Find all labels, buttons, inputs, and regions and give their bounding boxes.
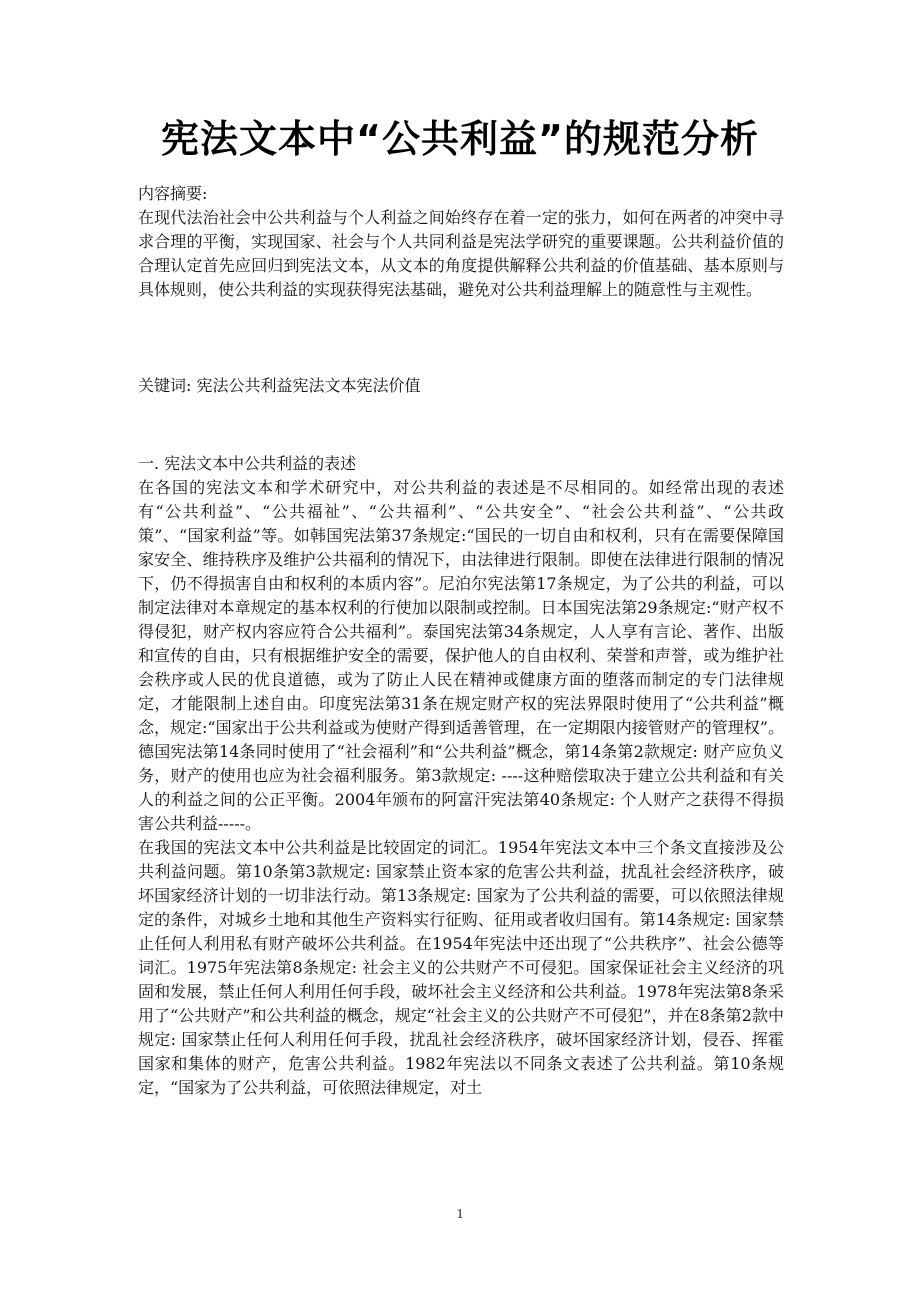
abstract-text [138,206,784,302]
abstract-paragraph: 在现代法治社会中公共利益与个人利益之间始终存在着一定的张力，如何在两者的冲突中寻求合理的平衡，实现国家、社会与个人共同利益是宪法学研究的重要课题。公共利益价值的合理认定首先应回归到宪法文本，从文本的角度提供解释公共利益的价值基础、基本原则与具体规则，使公共利益的实现获得宪法基础，避免对公共利益理解上的随意性与主观性。 [138,208,784,299]
keywords [138,374,784,398]
section-one [138,452,784,1100]
body-paragraph: 在各国的宪法文本和学术研究中，对公共利益的表述是不尽相同的。如经常出现的表述有“公共利益”、“公共福祉”、“公共福利”、“公共安全”、“社会公共利益”、“公共政策”、“国家利益”等。如韩国宪法第37条规定:“国民的一切自由和权利，只有在需要保障国家安全、维持秩序及维护公共福利的情况下，由法律进行限制。即使在法律进行限制的情况下，仍不得损害自由和权利的本质内容”。尼泊尔宪法第17条规定，为了公共的利益，可以制定法律对本章规定的基本权利的行使加以限制或控制。日本国宪法第29条规定:“财产权不得侵犯，财产权内容应符合公共福利”。泰国宪法第34条规定，人人享有言论、著作、出版和宣传的自由，只有根据维护安全的需要，保护他人的自由权利、荣誉和声誉，或为维护社会秩序或人民的优良道德，或为了防止人民在精神或健康方面的堕落而制定的专门法律规定，才能限制上述自由。印度宪法第31条在规定财产权的宪法界限时使用了“公共利益”概念，规定:“国家出于公共利益或为使财产得到适善管理，在一定期限内接管财产的管理权”。德国宪法第14条同时使用了“社会福利”和“公共利益”概念，第14条第2款规定: 财产应负义务，财产的使用也应为社会福利服务。第3款规定: ----这种赔偿取决于建立公共利益和有关人的利益之间的公正平衡。2004年颁布的阿富汗宪法第40条规定: 个人财产之获得不得损害公共利益-----。 [138,478,784,833]
keywords-text: 关键词: 宪法公共利益宪法文本宪法价值 [138,376,421,395]
page-number: 1 [456,1207,464,1222]
body-paragraph: 在我国的宪法文本中公共利益是比较固定的词汇。1954年宪法文本中三个条文直接涉及公共利益问题。第10条第3款规定: 国家禁止资本家的危害公共利益，扰乱社会经济秩序，破坏国家经济计划的一切非法行动。第13条规定: 国家为了公共利益的需要，可以依照法律规定的条件，对城乡土地和其他生产资料实行征购、征用或者收归国有。第14条规定: 国家禁止任何人利用私有财产破坏公共利益。在1954年宪法中还出现了“公共秩序”、社会公德等词汇。1975年宪法第8条规定: 社会主义的公共财产不可侵犯。国家保证社会主义经济的巩固和发展，禁止任何人利用任何手段，破坏社会主义经济和公共利益。1978年宪法第8条采用了“公共财产”和公共利益的概念，规定“社会主义的公共财产不可侵犯”，并在8条第2款中规定: 国家禁止任何人利用任何手段，扰乱社会经济秩序，破坏国家经济计划，侵吞、挥霍国家和集体的财产，危害公共利益。1982年宪法以不同条文表述了公共利益。第10条规定，“国家为了公共利益，可依照法律规定，对土 [138,838,784,1097]
section-heading: 一. 宪法文本中公共利益的表述 [138,454,357,473]
abstract-label [138,182,784,206]
abstract-label-text: 内容摘要: [138,184,208,203]
document-title: 宪法文本中“公共利益”的规范分析 [161,117,759,161]
